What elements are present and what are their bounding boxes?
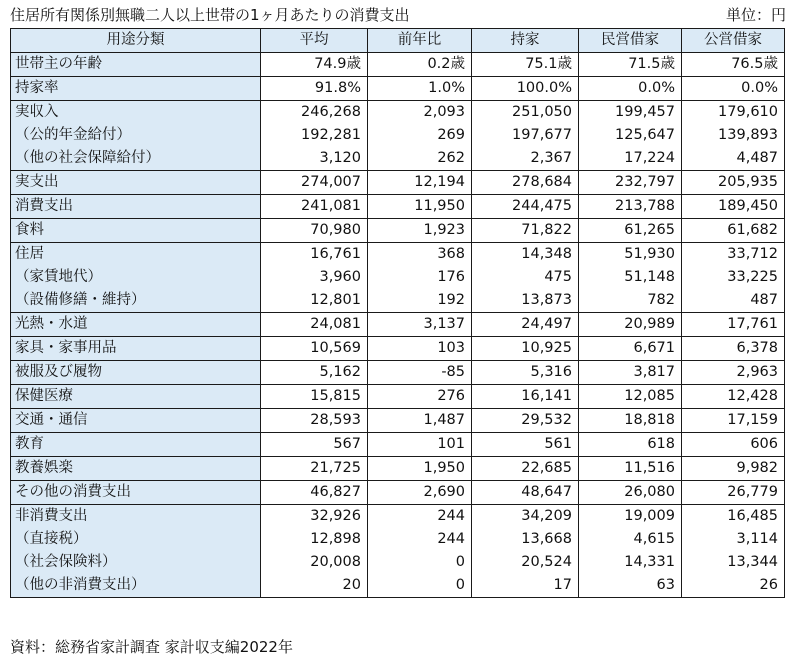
table-cell: -85	[368, 361, 472, 385]
table-cell: 606	[682, 433, 785, 457]
table-cell: 274,007	[261, 171, 368, 195]
table-cell: 125,647	[579, 124, 682, 147]
table-cell: 244	[368, 528, 472, 551]
table-cell: 24,497	[472, 313, 579, 337]
col-header-owned-home: 持家	[472, 29, 579, 53]
table-cell: 13,668	[472, 528, 579, 551]
row-label: 被服及び履物	[11, 361, 261, 385]
table-cell: 26,779	[682, 481, 785, 505]
table-cell: 12,194	[368, 171, 472, 195]
col-header-public-rental: 公営借家	[682, 29, 785, 53]
table-cell: 17,224	[579, 147, 682, 171]
table-cell: 12,898	[261, 528, 368, 551]
table-cell: 101	[368, 433, 472, 457]
table-cell: 241,081	[261, 195, 368, 219]
table-cell: 6,671	[579, 337, 682, 361]
table-cell: 16,761	[261, 243, 368, 267]
table-cell: 61,682	[682, 219, 785, 243]
table-row	[11, 505, 785, 529]
row-label: 実収入	[11, 101, 261, 125]
table-cell: 1,950	[368, 457, 472, 481]
table-cell: 28,593	[261, 409, 368, 433]
row-label: 教育	[11, 433, 261, 457]
table-cell: 46,827	[261, 481, 368, 505]
table-cell: 618	[579, 433, 682, 457]
table-cell: 11,516	[579, 457, 682, 481]
table-cell: 75.1歳	[472, 53, 579, 77]
table-cell: 9,982	[682, 457, 785, 481]
col-header-private-rental: 民営借家	[579, 29, 682, 53]
table-cell: 71.5歳	[579, 53, 682, 77]
table-cell: 13,873	[472, 289, 579, 313]
table-cell: 244	[368, 505, 472, 529]
table-cell: 26	[682, 574, 785, 598]
table-cell: 34,209	[472, 505, 579, 529]
table-cell: 487	[682, 289, 785, 313]
table-cell: 192,281	[261, 124, 368, 147]
table-cell: 3,114	[682, 528, 785, 551]
table-row	[11, 289, 785, 313]
table-cell: 561	[472, 433, 579, 457]
table-cell: 12,801	[261, 289, 368, 313]
table-cell: 5,162	[261, 361, 368, 385]
table-row	[11, 528, 785, 551]
table-cell: 33,225	[682, 266, 785, 289]
table-cell: 782	[579, 289, 682, 313]
table-cell: 21,725	[261, 457, 368, 481]
table-cell: 179,610	[682, 101, 785, 125]
row-label: 実支出	[11, 171, 261, 195]
table-cell: 20	[261, 574, 368, 598]
table-cell: 5,316	[472, 361, 579, 385]
table-cell: 368	[368, 243, 472, 267]
table-cell: 189,450	[682, 195, 785, 219]
table-row	[11, 147, 785, 171]
table-cell: 16,485	[682, 505, 785, 529]
table-row	[11, 574, 785, 598]
table-cell: 51,148	[579, 266, 682, 289]
table-row	[11, 243, 785, 267]
table-row	[11, 457, 785, 481]
table-row	[11, 385, 785, 409]
table-cell: 2,690	[368, 481, 472, 505]
table-row	[11, 195, 785, 219]
table-cell: 100.0%	[472, 77, 579, 101]
table-cell: 205,935	[682, 171, 785, 195]
table-cell: 29,532	[472, 409, 579, 433]
table-cell: 2,367	[472, 147, 579, 171]
table-body	[11, 53, 785, 598]
table-row	[11, 101, 785, 125]
table-cell: 1,487	[368, 409, 472, 433]
table-cell: 20,008	[261, 551, 368, 574]
row-label: （公的年金給付）	[11, 124, 261, 147]
table-row	[11, 124, 785, 147]
table-cell: 213,788	[579, 195, 682, 219]
table-row	[11, 77, 785, 101]
row-label: （設備修繕・維持）	[11, 289, 261, 313]
table-cell: 12,428	[682, 385, 785, 409]
table-cell: 48,647	[472, 481, 579, 505]
row-label: 持家率	[11, 77, 261, 101]
table-cell: 3,817	[579, 361, 682, 385]
table-cell: 2,963	[682, 361, 785, 385]
table-row	[11, 219, 785, 243]
source-note: 資料：総務省家計調査 家計収支編2022年	[10, 638, 293, 656]
row-label: 交通・通信	[11, 409, 261, 433]
table-title: 住居所有関係別無職二人以上世帯の1ヶ月あたりの消費支出	[10, 5, 410, 24]
table-cell: 63	[579, 574, 682, 598]
table-cell: 22,685	[472, 457, 579, 481]
table-cell: 19,009	[579, 505, 682, 529]
table-row	[11, 409, 785, 433]
table-row	[11, 551, 785, 574]
table-cell: 6,378	[682, 337, 785, 361]
col-header-category: 用途分類	[11, 29, 261, 53]
table-cell: 51,930	[579, 243, 682, 267]
row-label: 食料	[11, 219, 261, 243]
table-cell: 197,677	[472, 124, 579, 147]
row-label: （他の非消費支出）	[11, 574, 261, 598]
title-row	[10, 2, 786, 26]
table-row	[11, 266, 785, 289]
expenditure-table	[10, 28, 785, 598]
table-cell: 4,615	[579, 528, 682, 551]
table-cell: 276	[368, 385, 472, 409]
table-cell: 1,923	[368, 219, 472, 243]
table-row	[11, 433, 785, 457]
table-cell: 71,822	[472, 219, 579, 243]
table-cell: 1.0%	[368, 77, 472, 101]
row-label: （直接税）	[11, 528, 261, 551]
table-cell: 16,141	[472, 385, 579, 409]
table-row	[11, 481, 785, 505]
table-cell: 20,524	[472, 551, 579, 574]
table-cell: 11,950	[368, 195, 472, 219]
table-cell: 76.5歳	[682, 53, 785, 77]
table-cell: 192	[368, 289, 472, 313]
row-label: その他の消費支出	[11, 481, 261, 505]
table-cell: 17,761	[682, 313, 785, 337]
table-cell: 269	[368, 124, 472, 147]
table-cell: 103	[368, 337, 472, 361]
table-cell: 3,137	[368, 313, 472, 337]
table-cell: 17,159	[682, 409, 785, 433]
table-cell: 74.9歳	[261, 53, 368, 77]
row-label: 保健医療	[11, 385, 261, 409]
row-label: 住居	[11, 243, 261, 267]
table-cell: 15,815	[261, 385, 368, 409]
row-label: （家賃地代）	[11, 266, 261, 289]
table-cell: 199,457	[579, 101, 682, 125]
row-label: 消費支出	[11, 195, 261, 219]
table-cell: 13,344	[682, 551, 785, 574]
table-row	[11, 313, 785, 337]
table-cell: 244,475	[472, 195, 579, 219]
row-label: 非消費支出	[11, 505, 261, 529]
unit-label: 単位：円	[725, 5, 786, 24]
table-cell: 61,265	[579, 219, 682, 243]
table-cell: 475	[472, 266, 579, 289]
table-cell: 10,925	[472, 337, 579, 361]
table-cell: 176	[368, 266, 472, 289]
table-row	[11, 361, 785, 385]
table-cell: 0	[368, 551, 472, 574]
row-label: 世帯主の年齢	[11, 53, 261, 77]
table-cell: 3,960	[261, 266, 368, 289]
table-cell: 32,926	[261, 505, 368, 529]
table-row	[11, 337, 785, 361]
row-label: （他の社会保障給付）	[11, 147, 261, 171]
table-cell: 17	[472, 574, 579, 598]
table-cell: 24,081	[261, 313, 368, 337]
row-label: （社会保険料）	[11, 551, 261, 574]
table-cell: 2,093	[368, 101, 472, 125]
table-cell: 139,893	[682, 124, 785, 147]
table-cell: 0.2歳	[368, 53, 472, 77]
table-cell: 91.8%	[261, 77, 368, 101]
table-cell: 4,487	[682, 147, 785, 171]
table-cell: 251,050	[472, 101, 579, 125]
table-cell: 14,348	[472, 243, 579, 267]
row-label: 教養娯楽	[11, 457, 261, 481]
table-cell: 0	[368, 574, 472, 598]
table-cell: 70,980	[261, 219, 368, 243]
table-cell: 3,120	[261, 147, 368, 171]
table-cell: 567	[261, 433, 368, 457]
row-label: 家具・家事用品	[11, 337, 261, 361]
table-cell: 26,080	[579, 481, 682, 505]
table-cell: 262	[368, 147, 472, 171]
col-header-average: 平均	[261, 29, 368, 53]
table-cell: 20,989	[579, 313, 682, 337]
table-cell: 0.0%	[682, 77, 785, 101]
row-label: 光熱・水道	[11, 313, 261, 337]
col-header-yoy: 前年比	[368, 29, 472, 53]
table-cell: 0.0%	[579, 77, 682, 101]
table-row	[11, 171, 785, 195]
table-cell: 278,684	[472, 171, 579, 195]
table-cell: 12,085	[579, 385, 682, 409]
table-cell: 10,569	[261, 337, 368, 361]
header-row	[11, 29, 785, 53]
table-cell: 232,797	[579, 171, 682, 195]
table-row	[11, 53, 785, 77]
table-cell: 18,818	[579, 409, 682, 433]
table-cell: 33,712	[682, 243, 785, 267]
table-cell: 246,268	[261, 101, 368, 125]
table-cell: 14,331	[579, 551, 682, 574]
